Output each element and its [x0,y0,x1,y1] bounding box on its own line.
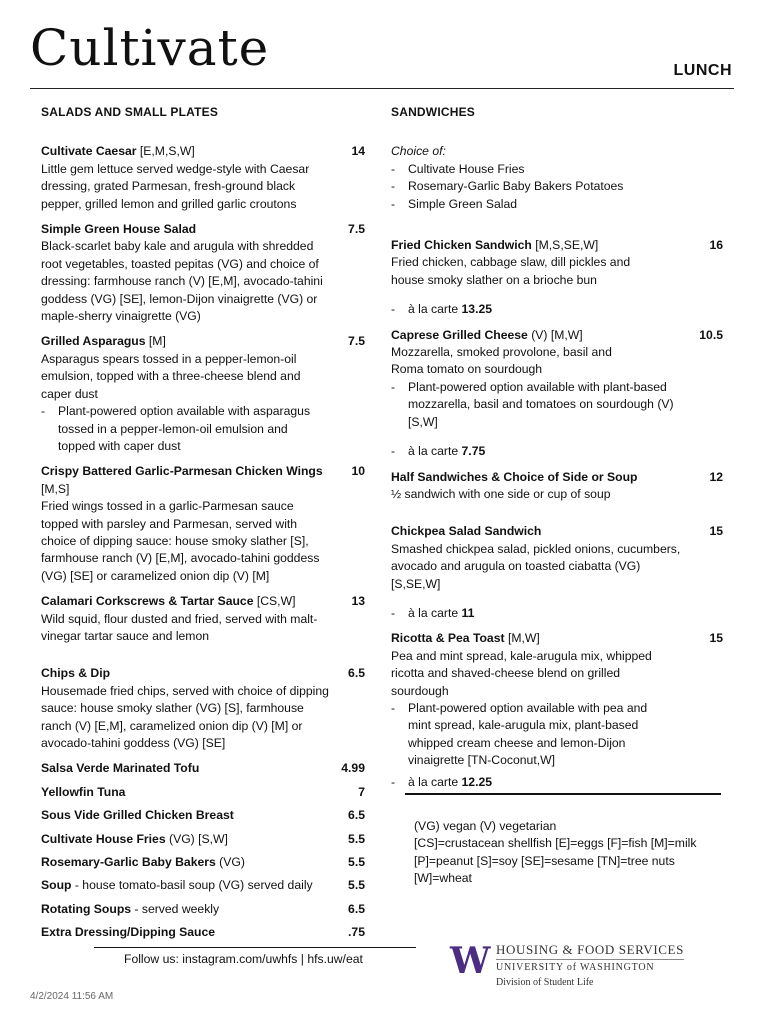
item-description: Mozzarella, smoked provolone, basil and Roma tomato on sourdough [391,345,612,377]
side-item: Salsa Verde Marinated Tofu 4.99 [41,761,365,776]
section-title-sandwiches: SANDWICHES [391,105,476,119]
a-la-carte-price: - à la carte 13.25 [391,302,493,317]
uw-w-logo: W [450,940,491,982]
a-la-carte-price: - à la carte 11 [391,605,475,620]
item-description: ½ sandwich with one side or cup of soup [391,486,611,501]
social-links: Follow us: instagram.com/uwhfs | hfs.uw/eat [124,952,363,966]
menu-item-caprese-grilled-cheese: Caprese Grilled Cheese (V) [M,W] 10.5 Mozzarella, smoked provolone, basil and Roma tomato on sourdough - Plant-powered option available with plant-based mozzarella, basil and tomatoes on sourdough (V) [S,W] - à la carte 7.75 [391,327,723,461]
allergen-legend [414,818,724,888]
hfs-logo [450,942,684,988]
brand-logo: Cultivate [30,19,270,77]
item-option: - Plant-powered option available with asparagus tossed in a pepper-lemon-oil emulsion and topped with caper dust [41,404,311,453]
item-price: 7.5 [348,222,365,237]
item-description: Fried wings tossed in a garlic-Parmesan sauce topped with parsley and Parmesan, served with choice of dipping sauce: house smoky slather [S], farmhouse ranch (V) [E,M], avocado-tahini goddess (VG) [SE] or caramelized onion dip (V) [M] [41,499,320,583]
item-description: Wild squid, flour dusted and fried, served with malt-vinegar tartar sauce and lemon [41,611,318,643]
side-item: Soup - house tomato-basil soup (VG) served daily 5.5 [41,878,365,893]
item-price: 15 [709,631,723,646]
choice-item: - Cultivate House Fries [391,161,525,176]
print-timestamp: 4/2/2024 11:56 AM [30,991,114,1002]
side-item: Extra Dressing/Dipping Sauce .75 [41,925,365,940]
menu-item-simple-green-house-salad: Simple Green House Salad 7.5 Black-scarlet baby kale and arugula with shredded root vegetables, toasted pepitas (VG) and choice of dressing: farmhouse ranch (V) [E,M], avocado-tahini goddess (VG) [SE], lemon-Dijon vinaigrette (VG) or maple-sherry vinaigrette (VG) [41,221,365,325]
choice-item: - Rosemary-Garlic Baby Bakers Potatoes [391,179,624,194]
diet-legend: (VG) vegan (V) vegetarian [414,819,557,833]
legend-divider [405,793,721,795]
meal-title: LUNCH [673,62,732,79]
item-description: Asparagus spears tossed in a pepper-lemon-oil emulsion, topped with a three-cheese blend and caper dust [41,351,301,401]
menu-item-cultivate-caesar: Cultivate Caesar [E,M,S,W] 14 Little gem lettuce served wedge-style with Caesar dressing, grated Parmesan, fresh-ground black pepper, grilled lemon and grilled garlic croutons [41,143,365,213]
item-price: 7.5 [348,334,365,349]
a-la-carte-price: - à la carte 12.25 [391,774,493,789]
item-price: 16 [709,238,723,253]
sandwiches-column [391,104,723,799]
item-price: 6.5 [348,666,365,681]
choice-label: Choice of: [391,144,446,159]
division-name: Division of Student Life [496,977,594,988]
item-price: 12 [709,469,723,484]
item-description: Little gem lettuce served wedge-style with Caesar dressing, grated Parmesan, fresh-ground black pepper, grilled lemon and grilled garlic croutons [41,161,310,211]
item-description: Smashed chickpea salad, pickled onions, cucumbers, avocado and arugula on toasted ciabatta (VG) [S,SE,W] [391,541,681,591]
item-option: - Plant-powered option available with plant-based mozzarella, basil and tomatoes on sourdough (V) [S,W] [391,379,674,429]
section-title-salads: SALADS AND SMALL PLATES [41,105,219,119]
a-la-carte-price: - à la carte 7.75 [391,444,486,459]
menu-item-fried-chicken-sandwich: Fried Chicken Sandwich [M,S,SE,W] 16 Fried chicken, cabbage slaw, dill pickles and house smoky slather on a brioche bun - à la carte 13.25 [391,237,723,319]
item-description: Pea and mint spread, kale-arugula mix, whipped ricotta and shaved-cheese blend on grilled sourdough [391,648,652,698]
item-option: - Plant-powered option available with pea and mint spread, kale-arugula mix, plant-based whipped cream cheese and lemon-Dijon vinaigrette [TN-Coconut,W] [391,700,648,768]
item-price: 15 [709,524,723,539]
item-price: 10 [351,464,365,479]
menu-item-half-sandwiches: Half Sandwiches & Choice of Side or Soup 12 ½ sandwich with one side or cup of soup [391,469,723,504]
menu-item-chicken-wings: Crispy Battered Garlic-Parmesan Chicken Wings [M,S] 10 Fried wings tossed in a garlic-Parmesan sauce topped with parsley and Parmesan, served with choice of dipping sauce: house smoky slather [S], farmhouse ranch (V) [E,M], avocado-tahini goddess (VG) [SE] or caramelized onion dip (V) [M] [41,463,365,585]
menu-item-calamari: Calamari Corkscrews & Tartar Sauce [CS,W] 13 Wild squid, flour dusted and fried, served with malt-vinegar tartar sauce and lemon [41,593,365,645]
item-description: Fried chicken, cabbage slaw, dill pickles and house smoky slather on a brioche bun [391,255,631,287]
university-name: UNIVERSITY of WASHINGTON [496,962,655,973]
item-description: Black-scarlet baby kale and arugula with shredded root vegetables, toasted pepitas (VG) and choice of dressing: farmhouse ranch (V) [E,M], avocado-tahini goddess (VG) [SE], lemon-Dijon vinaigrette (VG) or maple-sherry vinaigrette (VG) [41,239,323,324]
footer-divider [94,947,416,948]
menu-item-chips-dip: Chips & Dip 6.5 Housemade fried chips, served with choice of dipping sauce: house smoky slather (VG) [S], farmhouse ranch (V) [E,M], caramelized onion dip (V) [M] or avocado-tahini goddess (VG) [SE] [41,665,365,752]
side-item: Rotating Soups - served weekly 6.5 [41,901,365,916]
item-description: Housemade fried chips, served with choice of dipping sauce: house smoky slather (VG) [S], farmhouse ranch (V) [E,M], caramelized onion dip (V) [M] or avocado-tahini goddess (VG) [SE] [41,683,329,750]
menu-item-chickpea-salad-sandwich: Chickpea Salad Sandwich 15 Smashed chickpea salad, pickled onions, cucumbers, avocado and arugula on toasted ciabatta (VG) [S,SE,W] - à la carte 11 [391,523,723,622]
side-item: Yellowfin Tuna 7 [41,784,365,799]
item-price: 13 [351,594,365,609]
side-item: Rosemary-Garlic Baby Bakers (VG) 5.5 [41,855,365,870]
menu-item-grilled-asparagus: Grilled Asparagus [M] 7.5 Asparagus spears tossed in a pepper-lemon-oil emulsion, topped with a three-cheese blend and caper dust - Plant-powered option available with asparagus tossed in a pepper-lemon-oil emulsion and topped with caper dust [41,333,365,455]
item-price: 10.5 [699,327,723,342]
salads-column [41,104,365,948]
item-price: 14 [351,144,365,159]
department-name: HOUSING & FOOD SERVICES [496,942,684,960]
side-item: Sous Vide Grilled Chicken Breast 6.5 [41,808,365,823]
allergen-codes: [CS]=crustacean shellfish [E]=eggs [F]=fish [M]=milk [P]=peanut [S]=soy [SE]=sesame [TN]=tree nuts [W]=wheat [414,836,697,886]
header-divider [30,88,734,89]
menu-item-ricotta-pea-toast: Ricotta & Pea Toast [M,W] 15 Pea and mint spread, kale-arugula mix, whipped ricotta and shaved-cheese blend on grilled sourdough - Plant-powered option available with pea and mint spread, kale-arugula mix, plant-based whipped cream cheese and lemon-Dijon vinaigrette [TN-Coconut,W] - à la carte 12.25 [391,630,723,791]
side-item: Cultivate House Fries (VG) [S,W] 5.5 [41,831,365,846]
choice-item: - Simple Green Salad [391,196,518,211]
